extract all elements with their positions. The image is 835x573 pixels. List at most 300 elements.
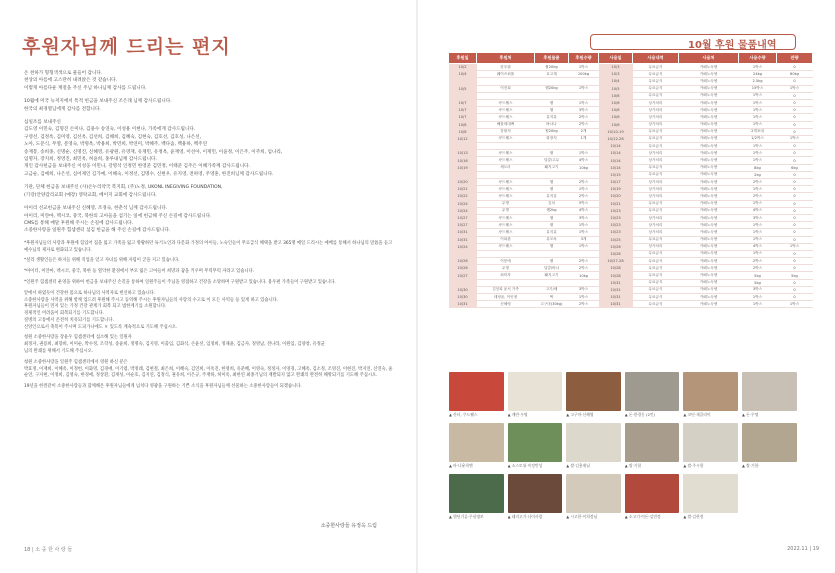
table-cell: 10/31 <box>599 294 633 301</box>
table-cell: 달걀/고무 <box>535 157 569 164</box>
table-cell: 쿠드웰스 <box>477 135 535 142</box>
table-cell: 강원석 <box>477 128 535 135</box>
table-cell: 10/31 <box>599 279 633 286</box>
table-cell: 10/5 <box>599 85 633 92</box>
table-row <box>449 121 813 128</box>
table-cell: 카페노숙센 <box>679 193 739 200</box>
letter-paragraph: 온 천하가 형형색색으로 물들어 갑니다. 천상의 아름에 고스란히 내려앉은 것 같습니다. 이렇게 아름다운 계절을 주신 주님 하나님께 감사를 드립니다. <box>24 71 147 91</box>
table-cell: 쿠드웰스 <box>477 193 535 200</box>
table-cell: 카페노숙센 <box>679 128 739 135</box>
table-cell: 카페노숙센 <box>679 157 739 164</box>
table-cell: 햄 <box>535 179 569 186</box>
table-cell: 2개포대 <box>739 128 777 135</box>
table-cell: 상가처리 <box>633 214 679 221</box>
table-cell: 6kg <box>777 164 813 171</box>
table-cell: 호고계 <box>535 71 569 78</box>
table-cell: 1박스 <box>777 301 813 308</box>
donation-photo <box>625 474 680 521</box>
donation-photo <box>566 423 621 470</box>
donation-photo <box>625 372 680 419</box>
table-cell: 카페노숙센 <box>679 214 739 221</box>
table-cell: 1박스 <box>739 150 777 157</box>
table-cell: 0 <box>777 114 813 121</box>
table-cell: 카페노숙센 <box>679 243 739 250</box>
table-cell: 1박스 <box>739 301 777 308</box>
table-cell: 무명 <box>477 265 535 272</box>
table-cell: 10/26 <box>449 258 477 265</box>
table-row <box>449 222 813 229</box>
table-cell: 햄 <box>535 258 569 265</box>
donation-photo <box>508 423 563 470</box>
table-cell: 떡 <box>535 294 569 301</box>
table-cell: 0 <box>777 250 813 257</box>
donation-photo-caption: ▲ 코딘·재클라이 <box>683 412 711 417</box>
donation-photo-caption: ▲ 쌀·기합· <box>741 463 760 468</box>
donation-photo <box>449 372 504 419</box>
letter-paragraph: 10월에 미국 뉴저지에서 특적 헌금을 보내주신 조은래 님께 감사드립니다. 한국의 최경열님에게 감사를 전합니다. <box>24 99 172 112</box>
table-cell: 바나나 <box>535 121 569 128</box>
table-cell <box>569 143 599 150</box>
table-header-cell: 사용일 <box>599 53 633 64</box>
table-cell: 세도마 <box>477 164 535 171</box>
table-row <box>449 128 813 135</box>
table-row <box>449 71 813 78</box>
table-cell: 0 <box>777 258 813 265</box>
table-cell: 10/14 <box>599 157 633 164</box>
table-cell: 카페노숙센 <box>679 92 739 99</box>
table-cell: 10/16 <box>449 157 477 164</box>
table-cell: 쿠드웰스 <box>477 222 535 229</box>
table-row <box>449 229 813 236</box>
table-cell: 10/7 <box>449 99 477 106</box>
table-cell: 카페노숙센 <box>679 279 739 286</box>
donation-photo-grid <box>449 372 813 525</box>
table-cell: 1박스 <box>739 222 777 229</box>
table-cell: 유지류 <box>535 193 569 200</box>
table-cell <box>569 171 599 178</box>
table-cell: 0 <box>777 193 813 200</box>
donation-photo <box>742 372 797 419</box>
table-cell: 10/27 <box>449 222 477 229</box>
table-cell: 10/26 <box>599 250 633 257</box>
table-cell: 2박스 <box>569 301 599 308</box>
donation-photo-caption: ▲ 고구마·신혜영 <box>566 412 594 417</box>
table-cell: 카페노숙센 <box>679 78 739 85</box>
donation-photo <box>508 474 563 521</box>
donation-photo <box>625 423 680 470</box>
table-cell: 무료급식 <box>633 301 679 308</box>
donation-photo <box>683 423 738 470</box>
table-header-cell: 후원일 <box>449 53 477 64</box>
table-cell: 10/30 <box>449 294 477 301</box>
table-cell: 무료급식 <box>633 286 679 293</box>
table-cell: 8kg <box>739 164 777 171</box>
table-cell: 0 <box>777 279 813 286</box>
table-cell: 쌀20kg <box>535 64 569 71</box>
table-cell: 1박스 <box>739 99 777 106</box>
table-cell: 0 <box>777 265 813 272</box>
table-cell: 쿠드웰스 <box>477 114 535 121</box>
letter-page <box>0 0 417 573</box>
table-cell: 0 <box>777 229 813 236</box>
table-cell: 돼지고기 <box>535 164 569 171</box>
table-cell: 상가처리 <box>633 186 679 193</box>
donation-photo <box>449 474 504 521</box>
table-cell: 상가처리 <box>633 114 679 121</box>
table-cell: 10/6 <box>599 107 633 114</box>
table-header-cell: 사용수량 <box>739 53 777 64</box>
table-cell: 1박스 <box>777 85 813 92</box>
table-cell: 무명 <box>477 207 535 214</box>
letter-small-section <box>24 241 396 391</box>
table-cell: 10/4 <box>599 78 633 85</box>
donation-photo-image <box>742 423 797 462</box>
table-cell: 1박스 <box>739 236 777 243</box>
table-cell: 4박스 <box>569 207 599 214</box>
donation-photo-image <box>508 423 563 462</box>
table-cell: 카페노숙센 <box>679 186 739 193</box>
table-cell: 2박스 <box>739 265 777 272</box>
table-cell <box>535 250 569 257</box>
table-cell: 2박스 <box>739 258 777 265</box>
table-cell: 0 <box>777 64 813 71</box>
table-cell: 2박스 <box>569 258 599 265</box>
letter-note: *후원자님들의 사랑과 후원에 힘입어 집을 잃고 가족을 잃고 방황하던 독거노인과 다문화 가정의 아이들, 노숙인들이 무료급식 혜택을 받고 365명 매일 드리시는 예배를 통해서 하나님의 말씀을 듣고 예수님의 제자로 변화되고 있습니다. <box>24 240 393 253</box>
table-cell: 0 <box>777 214 813 221</box>
table-row <box>449 85 813 92</box>
table-row <box>449 286 813 293</box>
table-row <box>449 193 813 200</box>
table-cell: 10/30 <box>449 286 477 293</box>
table-cell: 카페노숙센 <box>679 301 739 308</box>
table-cell: 2kg <box>739 171 777 178</box>
table-cell: 1박스 <box>777 243 813 250</box>
table-cell: 2박스 <box>569 121 599 128</box>
table-cell: 김치 <box>535 200 569 207</box>
table-cell: 무료급식 <box>633 171 679 178</box>
table-cell: 햄 <box>535 186 569 193</box>
table-cell <box>449 171 477 178</box>
table-cell: 0 <box>777 92 813 99</box>
donation-photo-image <box>683 423 738 462</box>
photo-row <box>449 423 813 470</box>
table-cell: 1박스 <box>739 121 777 128</box>
table-cell: 1박스 <box>739 157 777 164</box>
table-cell: 상가처리 <box>633 150 679 157</box>
table-cell: 무료급식 <box>633 200 679 207</box>
table-cell: 카페노숙센 <box>679 143 739 150</box>
table-cell <box>449 279 477 286</box>
table-cell: 10kg <box>569 164 599 171</box>
table-cell: 1박스 <box>739 229 777 236</box>
table-cell: 3박스 <box>569 107 599 114</box>
table-cell: 10/25 <box>599 236 633 243</box>
table-cell: 2박스 <box>569 114 599 121</box>
table-cell <box>449 92 477 99</box>
table-cell: 1박스 <box>739 107 777 114</box>
table-cell: 10kg <box>569 272 599 279</box>
table-cell: 10/31 <box>449 301 477 308</box>
table-cell: 유모차 <box>535 236 569 243</box>
table-cell: 1개 <box>569 135 599 142</box>
table-row <box>449 272 813 279</box>
table-cell: 카페노숙센 <box>679 99 739 106</box>
table-cell: 10/21 <box>449 186 477 193</box>
table-cell: 햄 <box>535 222 569 229</box>
photo-row <box>449 474 813 521</box>
table-cell: 10/27-28 <box>599 258 633 265</box>
table-row <box>449 258 813 265</box>
donation-photo-image <box>742 372 797 411</box>
table-row <box>449 150 813 157</box>
table-cell <box>477 78 535 85</box>
table-header-cell: 사용처 <box>679 53 739 64</box>
table-header-row <box>449 53 813 64</box>
table-cell: 상가처리 <box>633 157 679 164</box>
donation-photo-caption: ▲ 쌀·주시합 <box>683 463 704 468</box>
table-cell: 10/31 <box>599 286 633 293</box>
table-row <box>449 279 813 286</box>
table-cell: 10/6 <box>599 92 633 99</box>
table-cell: 무료급식 <box>633 92 679 99</box>
donation-photo-image <box>508 372 563 411</box>
table-cell <box>449 78 477 85</box>
table-cell: 10/23 <box>599 207 633 214</box>
table-cell: 10/12 <box>449 135 477 142</box>
table-cell <box>535 279 569 286</box>
table-cell: 0 <box>777 179 813 186</box>
letter-title: 후원자님께 드리는 편지 <box>22 36 231 58</box>
table-cell <box>449 250 477 257</box>
table-cell: 5kg <box>739 279 777 286</box>
table-cell: 이희춘 <box>477 236 535 243</box>
table-cell: 카페노숙센 <box>679 164 739 171</box>
table-row <box>449 107 813 114</box>
table-row <box>449 64 813 71</box>
donation-photo-caption: ▲ 쌀·기합 <box>624 463 642 468</box>
table-cell: 무료급식 <box>633 85 679 92</box>
table-cell <box>569 92 599 99</box>
table-cell: 10/3 <box>599 71 633 78</box>
table-cell: 무료급식 <box>633 128 679 135</box>
letter-note: 앞에서 하였듯이 건강한 몸으로 하나님의 사역자로 헌신하고 있습니다. 소중한사랑을 사역을 위해 항께 업드려 후원해 주시고 동역해 주시는 후원자님들의 사랑의 수고로 이 모든 사역들 등 있게 하고 있습니다. 후원자님들이 먼저 있는 가정 건강 관계가 회복 되고 범한계기를 소원합니다. 경제적인 어려움이 회복되기를 기도합니다. 질병의 고통에서 온전히 치유되기를 기도합니다. 신앙인으로서 축복이 주시며 도피가나에도 ㅎ 있도록 계속적으로 기도해 주십시오. <box>24 290 279 330</box>
table-cell: 무료급식 <box>633 78 679 85</box>
table-cell <box>477 279 535 286</box>
table-header-cell: 잔량 <box>777 53 813 64</box>
table-cell: 10/12-28 <box>599 135 633 142</box>
donation-photo-caption: ▲ 계란·우명 <box>507 412 528 417</box>
letter-note: *일원주 힘셈센터 운영을 위하여 헌금을 보내주신 손길을 통하여 일원주들이 주님을 영접하고 건강을 소망하며 구원받고 있습니다. 용우편 가족들이 구원받고 있습니다. <box>24 279 336 285</box>
table-cell: 상가처리 <box>633 193 679 200</box>
table-cell <box>535 78 569 85</box>
table-cell: 카페노숙센 <box>679 265 739 272</box>
table-cell: 2박스 <box>739 179 777 186</box>
letter-paragraph: 아이리 선교헌금을 보내주신 신혜영, 조경숙, 한춘석 님께 감사드립니다. 아이리, 미얀마, 멕시코, 중국, 북한의 고아들을 섬기는 일에 헌금해 주신 손길에 감사드립니다. CMS를 통해 매달 후원해 주시는 손길에 감사드립니다. 소중한사랑을 일원주 힘셈센터 섬김 헌금을 해 주신 손길에 감사드립니다. <box>24 206 212 234</box>
table-cell: 웨이즈퍼퓸 <box>477 71 535 78</box>
table-cell: 쿠드웰스 <box>477 186 535 193</box>
donation-photo <box>566 474 621 521</box>
letter-note: 청원 소중한사랑을 장윤우 힘셈센터에 섬소해 있는 일원자 최정자, 권용희, 최향희, 이미순, 박수정, 조학성, 송윤희, 정명숙, 김지영, 이출임, 김화석, 손윤선, 임정희, 정채윤, 김금자, 정영남, 전나라, 이원임, 김양창, 유정균 님의 완쾌를 위해서 기도해 주십시오. <box>24 335 325 355</box>
table-cell: 0 <box>777 128 813 135</box>
table-cell: 상가처리 <box>633 121 679 128</box>
table-cell: 상가처리 <box>633 222 679 229</box>
table-cell: 2박스 <box>569 179 599 186</box>
table-cell: 10/23 <box>599 229 633 236</box>
donation-photo-image <box>683 474 738 513</box>
table-cell: 10/24 <box>449 207 477 214</box>
table-cell: 신혜영 <box>477 301 535 308</box>
table-cell: 1박스 <box>569 150 599 157</box>
table-cell: 10/26 <box>449 265 477 272</box>
table-cell: 카페노숙센 <box>679 250 739 257</box>
donation-photo-caption: ▲ 소스토위·이정반성 <box>507 463 543 468</box>
table-cell: 햄 <box>535 107 569 114</box>
table-cell: 10/27 <box>449 272 477 279</box>
table-row <box>449 186 813 193</box>
table-cell: 햄 <box>535 150 569 157</box>
table-cell: 10/31 <box>449 236 477 243</box>
table-cell: 카페노숙센 <box>679 200 739 207</box>
table-cell: 고구마(30kg) <box>535 301 569 308</box>
table-cell: 쿠드웰스 <box>477 243 535 250</box>
table-cell: 햄 <box>535 243 569 250</box>
table-cell: 햄 <box>535 99 569 106</box>
table-cell: 2박스 <box>569 193 599 200</box>
table-cell: 3개 <box>569 236 599 243</box>
table-cell: 한우림 <box>477 64 535 71</box>
table-header-cell: 후원처 <box>477 53 535 64</box>
table-row <box>449 294 813 301</box>
table-cell: 상가처리 <box>633 243 679 250</box>
table-cell: 햄 <box>535 214 569 221</box>
table-cell: 돼지고기 <box>535 272 569 279</box>
table-cell: 쿠드웰스 <box>477 150 535 157</box>
table-cell: 10/5 <box>449 85 477 92</box>
table-cell: 상가처리 <box>633 107 679 114</box>
table-cell: 1박스 <box>569 229 599 236</box>
table-cell: 카페노숙센 <box>679 258 739 265</box>
table-cell: 10/13 <box>449 150 477 157</box>
donation-photo <box>508 372 563 419</box>
donation-photo-image <box>625 372 680 411</box>
table-cell: 10/31 <box>449 229 477 236</box>
table-cell: 1박스 <box>569 243 599 250</box>
table-row <box>449 179 813 186</box>
table-cell: 이봉애 <box>477 258 535 265</box>
table-row <box>449 157 813 164</box>
table-cell: 0 <box>777 236 813 243</box>
table-cell: 0 <box>777 286 813 293</box>
table-row <box>449 200 813 207</box>
table-row <box>449 143 813 150</box>
table-cell: 1박스 <box>569 85 599 92</box>
table-cell: 0 <box>777 99 813 106</box>
table-cell: 10/8 <box>449 121 477 128</box>
table-cell <box>535 143 569 150</box>
table-cell: 3박스 <box>739 214 777 221</box>
table-row <box>449 164 813 171</box>
table-cell: 카페노숙센 <box>679 236 739 243</box>
table-row <box>449 114 813 121</box>
table-cell: 10/27 <box>449 214 477 221</box>
letter-note: 19년을 한결같이 소중한사랑들과 함께해온 후원자님들에게 넘치다 영광을 구원하는 기쁜 소식을 후원자님들께 선물하는 소중한사랑들이 되겠습니다. <box>24 384 302 390</box>
donation-photo-caption: ▲ 뭔딘기류·무심명보 <box>449 514 484 519</box>
table-row <box>449 250 813 257</box>
table-cell: 0 <box>777 150 813 157</box>
table-cell: 무료급식 <box>633 207 679 214</box>
donation-photo-caption: ▲ 돈·무명 <box>741 412 759 417</box>
donation-photo-caption: ▲ 쌀·김현정 <box>683 514 704 519</box>
table-cell: 햄20kg <box>535 85 569 92</box>
table-cell: 10/21 <box>599 200 633 207</box>
table-cell: 10/26 <box>599 243 633 250</box>
table-cell: 4박스 <box>739 243 777 250</box>
letter-paragraph: 기관, 단체 헌금을 보내주신 (사)온누리약국 복지회, (주)노정, UKONL INEGIVING FOUNDATION, (기강)안양감리교회 (예장) 영락교회, 베이지 교회에 감사드립니다. <box>24 185 223 198</box>
table-cell: 쿠드웰스 <box>477 179 535 186</box>
letter-signature: 소중한사랑들 유정옥 드림 <box>320 523 377 529</box>
table-cell: 쿠드웰스 <box>477 107 535 114</box>
table-cell: 무료급식 <box>633 143 679 150</box>
donation-photo-image <box>449 372 504 411</box>
table-cell: 10/20 <box>599 193 633 200</box>
table-cell: 고기/배 <box>535 286 569 293</box>
table-cell: 5kg <box>777 272 813 279</box>
table-cell: 0 <box>777 121 813 128</box>
donation-photo <box>683 474 738 521</box>
table-cell: 1박스 <box>569 186 599 193</box>
table-cell: 카페노숙센 <box>679 114 739 121</box>
table-cell: 1박스 <box>739 114 777 121</box>
table-cell: 카페노숙센 <box>679 229 739 236</box>
table-cell: 유지류 <box>535 229 569 236</box>
table-cell: 10/2 <box>449 64 477 71</box>
table-cell: 1박스 <box>569 64 599 71</box>
donation-photo-image <box>449 474 504 513</box>
table-cell: 1박스 <box>569 294 599 301</box>
letter-note: *아이티, 미얀마, 멕시코, 중국, 북한 등 열악한 환경에서 부모 잃은 고아들이 희망과 꿈을 키우며 무럭무럭 자라고 있습니다. <box>24 269 255 275</box>
table-cell: 10/8 <box>449 128 477 135</box>
table-cell: 10/14 <box>599 164 633 171</box>
donation-photo-image <box>508 474 563 513</box>
table-cell: 0 <box>777 186 813 193</box>
table-cell: 10/24 <box>449 243 477 250</box>
table-row <box>449 243 813 250</box>
table-cell: 태정윤, 이인정 <box>477 294 535 301</box>
donation-photo <box>566 372 621 419</box>
table-cell: 10/7 <box>449 107 477 114</box>
table-cell: 10/4 <box>449 71 477 78</box>
table-cell: 0 <box>777 78 813 85</box>
table-cell: 무료급식 <box>633 64 679 71</box>
table-cell: 0 <box>777 143 813 150</box>
table-header-cell: 후원물품 <box>535 53 569 64</box>
donation-photo-image <box>566 423 621 462</box>
table-cell <box>569 250 599 257</box>
donation-photo-image <box>566 372 621 411</box>
table-header-cell: 후원수량 <box>569 53 599 64</box>
table-row <box>449 78 813 85</box>
table-cell: 유지류 <box>535 114 569 121</box>
table-cell: 무료급식 <box>633 135 679 142</box>
table-cell: 2박스 <box>569 265 599 272</box>
table-cell: 3박스 <box>569 214 599 221</box>
table-cell: 2.5kg <box>739 78 777 85</box>
table-cell: 10/28 <box>599 265 633 272</box>
table-cell: 카페노숙센 <box>679 71 739 78</box>
table-cell: 무명 <box>477 200 535 207</box>
table-cell: 카페노숙센 <box>679 179 739 186</box>
table-cell: 10/19 <box>449 164 477 171</box>
